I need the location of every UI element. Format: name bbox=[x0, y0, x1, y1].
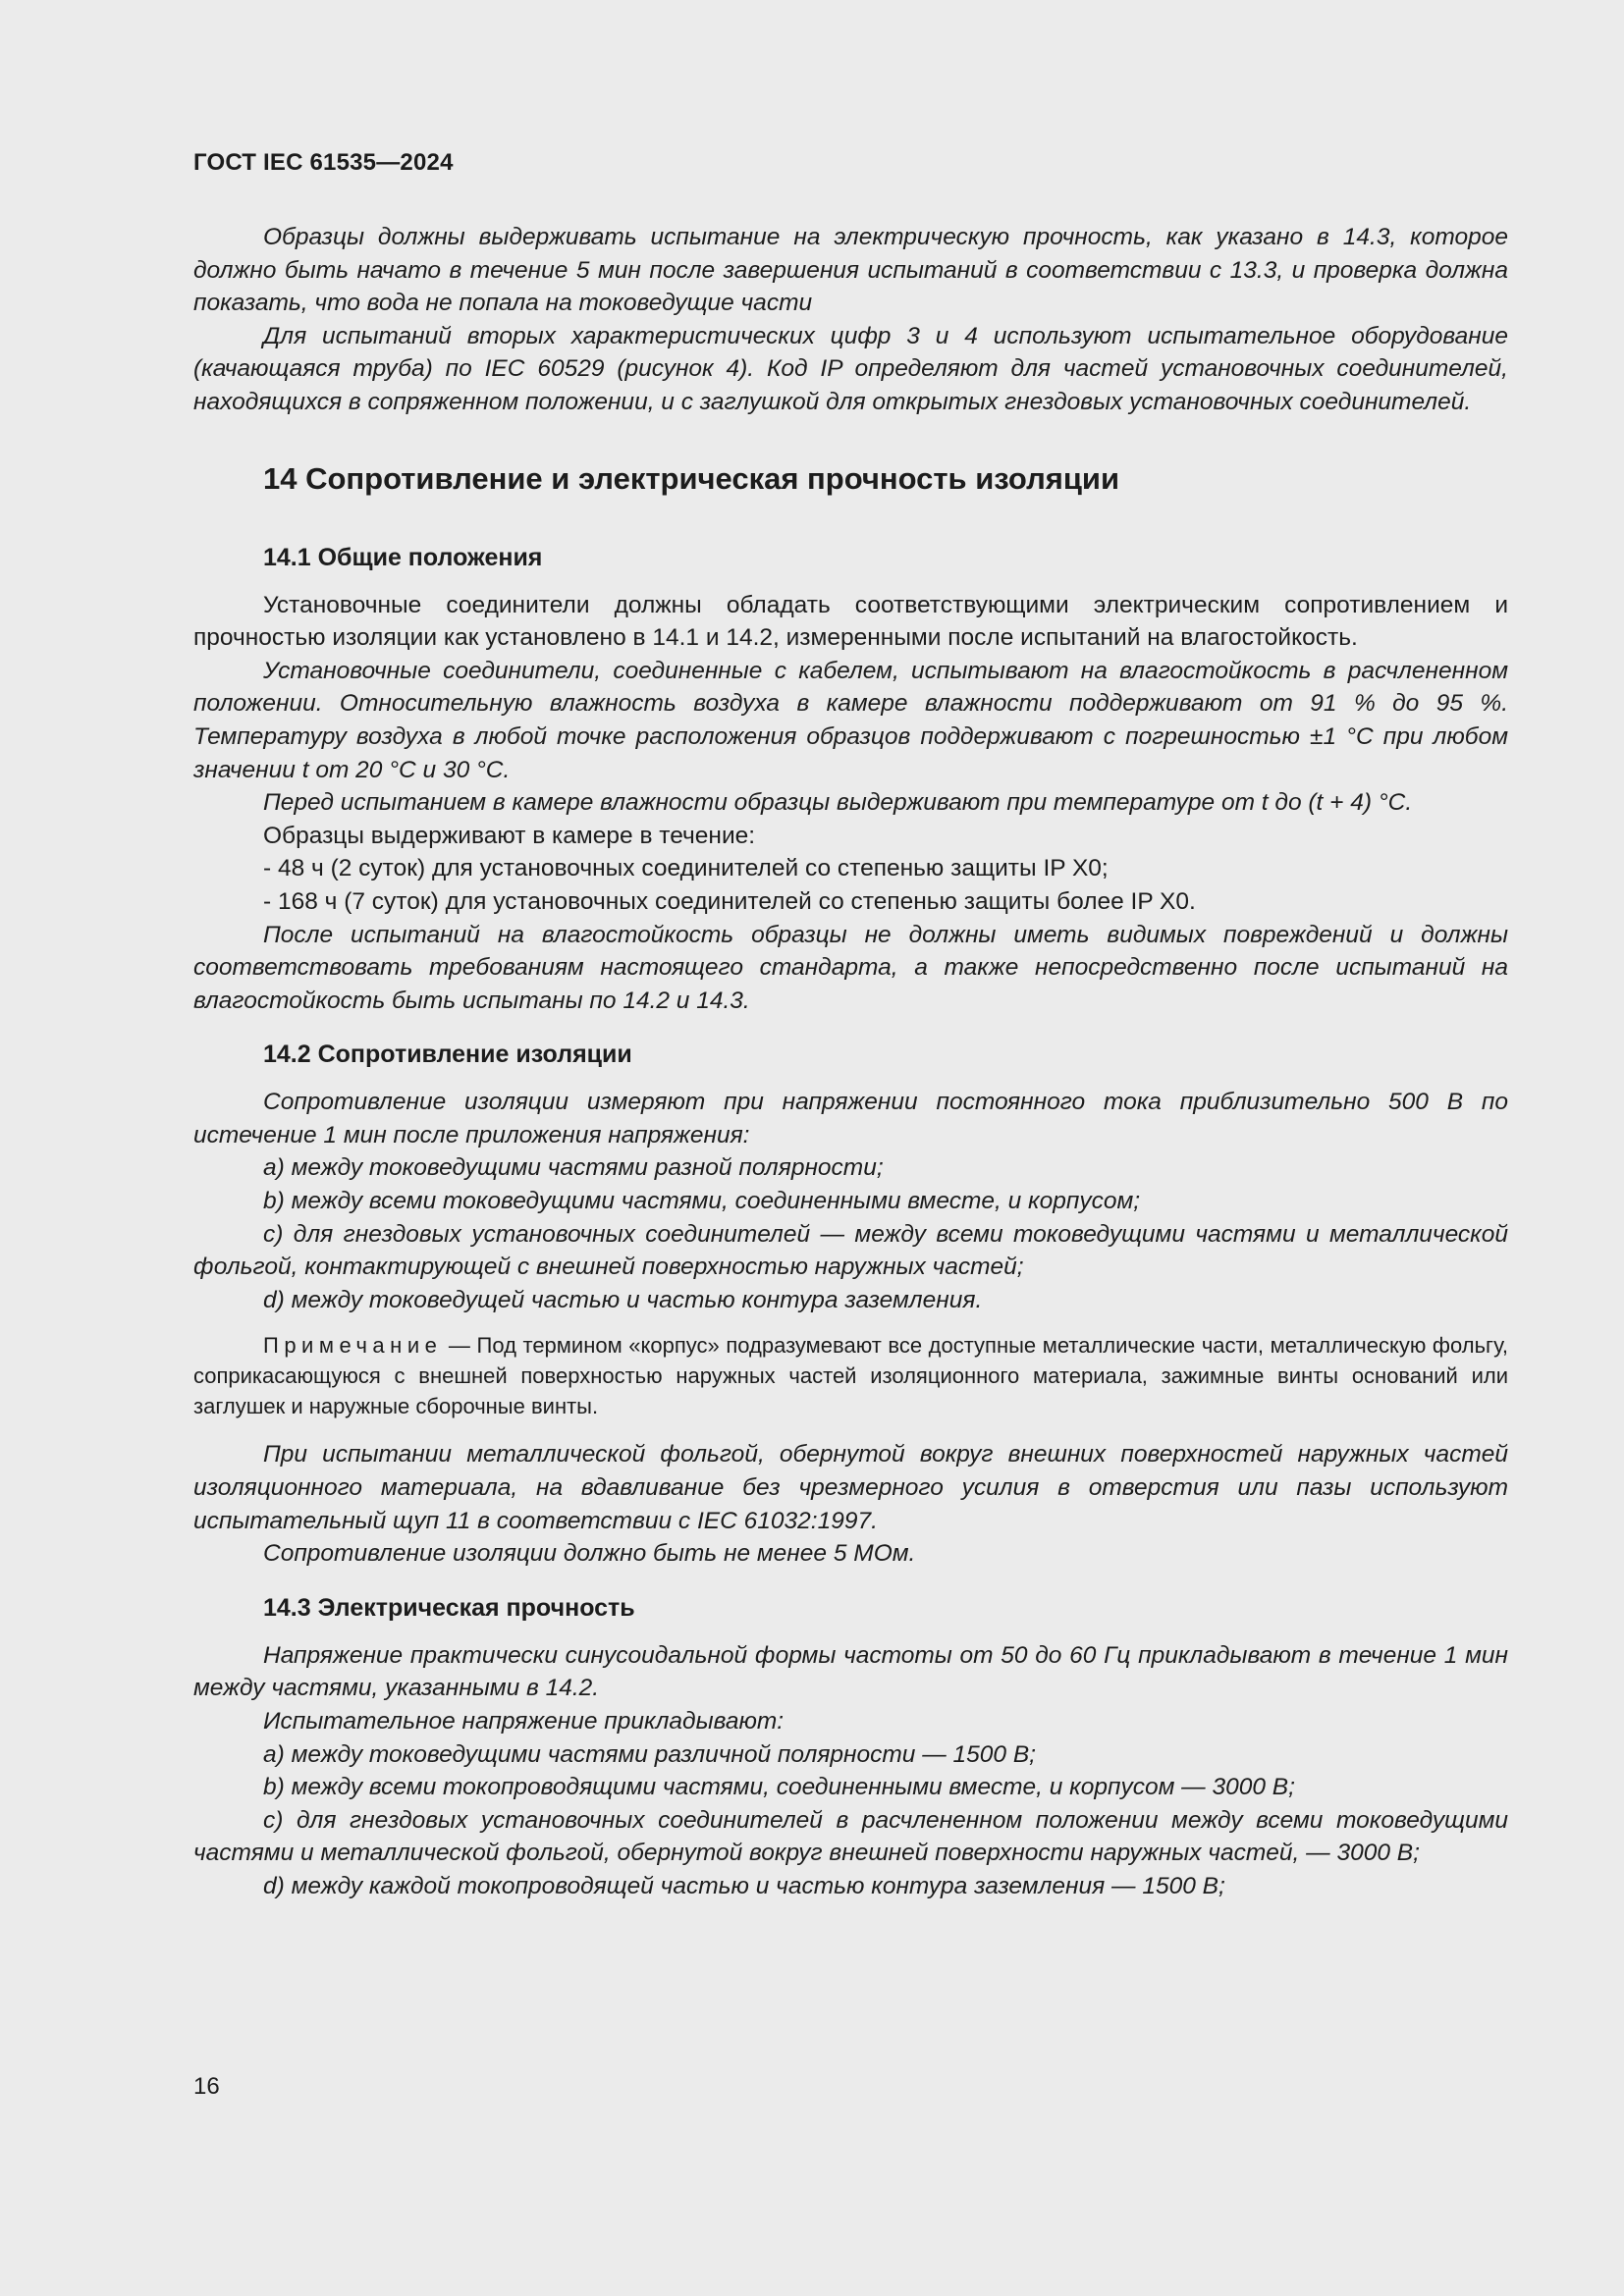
list-item: - 48 ч (2 суток) для установочных соединителей со степенью защиты IP X0; bbox=[263, 855, 1109, 882]
paragraph: Для испытаний вторых характеристических цифр 3 и 4 используют испытательное оборудование (качающаяся труба) по IEC 60529 (рисунок 4). Код IP определяют для частей установочных соединителей, находящихся в сопряженном положении, и с заглушкой для открытых гнездовых установочных соединителей. bbox=[193, 322, 1508, 415]
paragraph: Установочные соединители, соединенные с кабелем, испытывают на влагостойкость в расчлененном положении. Относительную влажность воздуха в камере влажности поддерживают от 91 % до 95 %. Температуру воздуха в любой точке расположения образцов поддерживают с погрешностью ±1 °С при любом значении t от 20 °С и 30 °С. bbox=[193, 657, 1508, 783]
section-14-2-heading: 14.2 Сопротивление изоляции bbox=[263, 1041, 632, 1069]
paragraph: Сопротивление изоляции должно быть не менее 5 МОм. bbox=[263, 1540, 916, 1568]
list-item: b) между всеми токоведущими частями, соединенными вместе, и корпусом; bbox=[263, 1188, 1141, 1215]
document-body bbox=[193, 221, 1508, 1903]
list-item: b) между всеми токопроводящими частями, соединенными вместе, и корпусом — 3000 В; bbox=[263, 1774, 1295, 1801]
page-number: 16 bbox=[193, 2073, 220, 2100]
list-item: c) для гнездовых установочных соединителей — между всеми токоведущими частями и металлической фольгой, контактирующей с внешней поверхностью наружных частей; bbox=[193, 1220, 1508, 1281]
note-text: — Под термином «корпус» подразумевают все доступные металлические части, металлическую фольгу, соприкасающуюся с внешней поверхностью наружных частей изоляционного материала, зажимные винты оснований или заглушек и наружные сборочные винты. bbox=[193, 1333, 1508, 1419]
list-item: - 168 ч (7 суток) для установочных соединителей со степенью защиты более IP X0. bbox=[263, 887, 1196, 915]
section-14-3-heading: 14.3 Электрическая прочность bbox=[263, 1593, 635, 1622]
section-14-1-heading: 14.1 Общие положения bbox=[263, 543, 543, 571]
paragraph: При испытании металлической фольгой, обернутой вокруг внешних поверхностей наружных частей изоляционного материала, на вдавливание без чрезмерного усилия в отверстия или пазы используют испытательный щуп 11 в соответствии с IEC 61032:1997. bbox=[193, 1441, 1508, 1534]
section-14-heading: 14 Сопротивление и электрическая прочность изоляции bbox=[263, 460, 1120, 496]
list-item: a) между токоведущими частями разной полярности; bbox=[263, 1154, 884, 1182]
note-label: Примечание bbox=[263, 1333, 443, 1359]
paragraph: После испытаний на влагостойкость образцы не должны иметь видимых повреждений и должны соответствовать требованиям настоящего стандарта, а также непосредственно после испытаний на влагостойкость быть испытаны по 14.2 и 14.3. bbox=[193, 921, 1508, 1014]
paragraph: Сопротивление изоляции измеряют при напряжении постоянного тока приблизительно 500 В по истечение 1 мин после приложения напряжения: bbox=[193, 1089, 1508, 1148]
list-item: d) между каждой токопроводящей частью и частью контура заземления — 1500 В; bbox=[263, 1872, 1225, 1899]
note bbox=[193, 1330, 1508, 1421]
list-item: a) между токоведущими частями различной полярности — 1500 В; bbox=[263, 1740, 1036, 1768]
paragraph: Перед испытанием в камере влажности образцы выдерживают при температуре от t до (t + 4) °С. bbox=[263, 789, 1413, 817]
paragraph: Напряжение практически синусоидальной формы частоты от 50 до 60 Гц прикладывают в течение 1 мин между частями, указанными в 14.2. bbox=[193, 1641, 1508, 1702]
paragraph: Испытательное напряжение прикладывают: bbox=[263, 1708, 785, 1735]
paragraph: Образцы выдерживают в камере в течение: bbox=[263, 822, 756, 849]
list-item: d) между токоведущей частью и частью контура заземления. bbox=[263, 1286, 983, 1313]
paragraph: Образцы должны выдерживать испытание на электрическую прочность, как указано в 14.3, которое должно быть начато в течение 5 мин после завершения испытаний в соответствии с 13.3, и проверка должна показать, что вода не попала на токоведущие части bbox=[193, 224, 1508, 317]
list-item: c) для гнездовых установочных соединителей в расчлененном положении между всеми токоведущими частями и металлической фольгой, обернутой вокруг внешней поверхности наружных частей, — 3000 В; bbox=[193, 1806, 1508, 1867]
paragraph: Установочные соединители должны обладать соответствующими электрическим сопротивлением и прочностью изоляции как установлено в 14.1 и 14.2, измеренными после испытаний на влагостойкость. bbox=[193, 591, 1508, 652]
document-header: ГОСТ IEC 61535—2024 bbox=[193, 149, 454, 176]
